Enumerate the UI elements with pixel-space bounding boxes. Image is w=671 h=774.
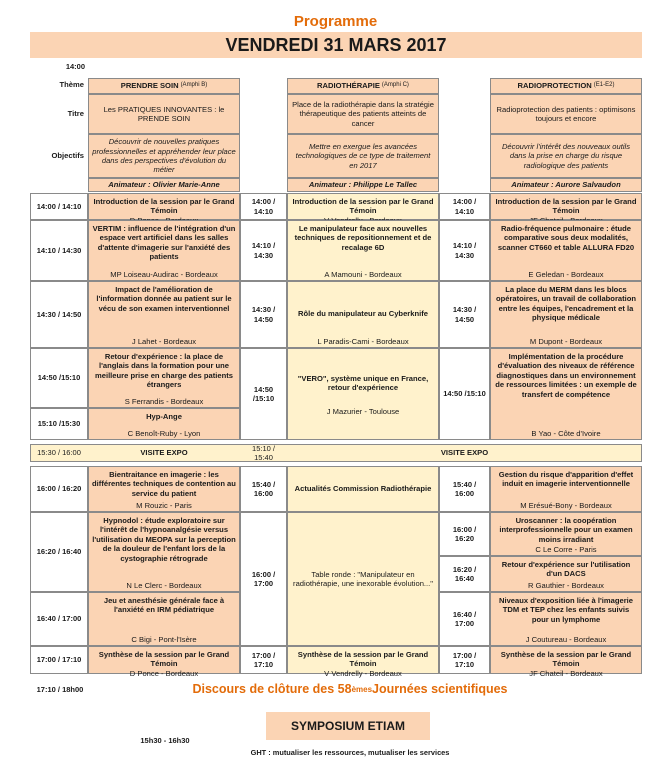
- session-time: 14:10 / 14:30: [30, 220, 88, 281]
- session-cell: [287, 348, 439, 440]
- break-time-1: 15:30 / 16:00: [37, 448, 81, 458]
- session-speaker: A Mamouni - Bordeaux: [324, 269, 402, 279]
- track-moderator: Animateur : Aurore Salvaudon: [490, 178, 642, 192]
- session-title: Implémentation de la procédure d'évaluation des niveaux de référence diagnostiques dans un environnement de ressources limitées : un exemple de transfert de compétence: [495, 352, 637, 399]
- session-speaker: C Benoît-Ruby - Lyon: [127, 428, 201, 438]
- session-title: Introduction de la session par le Grand Témoin: [93, 197, 235, 216]
- session-cell: [490, 646, 642, 678]
- session-title: Bientraitance en imagerie : les différentes techniques de contention au service du patient: [92, 470, 236, 498]
- track-title: Les PRATIQUES INNOVANTES : le PRENDE SOIN: [88, 94, 240, 134]
- session-cell: [88, 193, 240, 220]
- session-cell: Actualités Commission Radiothérapie: [287, 466, 439, 512]
- session-cell: [490, 466, 642, 512]
- session-title: Impact de l'amélioration de l'information donnée au patient sur le vécu de son examen interventionnel: [96, 285, 232, 313]
- session-time: 14:10 / 14:30: [439, 220, 490, 281]
- session-time: 14:50 /15:10: [30, 348, 88, 408]
- track-title: Radioprotection des patients : optimisons toujours et encore: [490, 94, 642, 134]
- session-title: Radio-fréquence pulmonaire : étude comparative sous deux modalités, scanner CT660 et table ALLURA FD20: [497, 224, 635, 252]
- session-title: Uroscanner : la coopération interprofessionnelle pour un examen moins irradiant: [499, 516, 633, 544]
- session-cell: [88, 408, 240, 440]
- session-time: 17:00 / 17:10: [30, 646, 88, 674]
- track-theme-radiotherapie: [287, 78, 439, 94]
- session-time: 14:50 /15:10: [439, 348, 490, 440]
- session-cell: [88, 646, 240, 678]
- session-title: La place du MERM dans les blocs opératoires, un travail de collaboration entre les équipes, l'encadrement et la physique médicale: [495, 285, 637, 323]
- session-time: 16:40 / 17:00: [30, 592, 88, 646]
- session-cell: [88, 220, 240, 281]
- session-title: Hypnodol : étude exploratoire sur l'intérêt de l'hypnoanalgésie versus l'utilisation du MEOPA sur la perception de la douleur de l'enfant lors de la cystographie rétrograde: [92, 516, 236, 563]
- session-cell: [287, 220, 439, 281]
- session-cell: [88, 592, 240, 646]
- session-cell: [287, 193, 439, 220]
- session-speaker: L Paradis-Cami - Bordeaux: [317, 336, 409, 346]
- session-time: 16:20 / 16:40: [30, 512, 88, 592]
- session-speaker: J Coutureau - Bordeaux: [525, 634, 607, 644]
- start-time: 14:00: [65, 62, 85, 72]
- session-speaker: E Geledan - Bordeaux: [528, 269, 604, 279]
- session-title: Gestion du risque d'apparition d'effet induit en imagerie interventionnelle: [498, 470, 634, 489]
- label-title: Titre: [67, 109, 84, 119]
- session-time: 15:10 /15:30: [30, 408, 88, 440]
- session-title: "VERO", système unique en France, retour d'expérience: [297, 373, 429, 393]
- session-title: Synthèse de la session par le Grand Témoin: [500, 650, 632, 669]
- break-time-2: 15:10 / 15:40: [252, 443, 275, 462]
- session-time: 14:00 / 14:10: [30, 193, 88, 220]
- session-time: 16:00 / 17:00: [240, 512, 287, 646]
- closing-text-end: Journées scientifiques: [372, 682, 508, 697]
- session-title: Synthèse de la session par le Grand Témoin: [297, 650, 429, 669]
- session-cell: [490, 193, 642, 220]
- label-theme: Thème: [59, 80, 84, 90]
- session-speaker: MP Loiseau-Audirac - Bordeaux: [110, 269, 218, 279]
- break-label-2: VISITE EXPO: [440, 448, 489, 458]
- closing-time: 17:10 / 18h00: [36, 685, 84, 695]
- session-time: 14:30 / 14:50: [30, 281, 88, 348]
- session-cell: [88, 281, 240, 348]
- session-speaker: R Gauthier - Bordeaux: [528, 580, 604, 590]
- session-title: Niveaux d'exposition liée à l'imagerie TDM et TEP chez les enfants suivis pour un lymphome: [498, 596, 634, 624]
- track-theme-name: PRENDRE SOIN: [120, 81, 179, 91]
- session-title: Retour d'expérience sur l'utilisation d'un DACS: [501, 560, 631, 579]
- session-cell: [287, 646, 439, 678]
- session-title: Retour d'expérience : la place de l'anglais dans la formation pour une meilleure prise en charge des patients étrangers: [94, 352, 233, 390]
- break-label-1: VISITE EXPO: [140, 448, 188, 458]
- symposium-time: 15h30 - 16h30: [140, 736, 190, 746]
- session-speaker: M Rouzic - Paris: [136, 500, 192, 510]
- session-cell: [287, 281, 439, 348]
- session-time: 14:10 / 14:30: [240, 220, 287, 281]
- session-cell: [88, 348, 240, 408]
- session-cell: [490, 512, 642, 556]
- session-cell: [490, 556, 642, 592]
- session-speaker: S Ferrandis - Bordeaux: [124, 396, 204, 406]
- session-speaker: V Vendrelly - Bordeaux: [324, 668, 402, 678]
- track-theme-name: RADIOPROTECTION: [517, 81, 592, 91]
- session-time: 14:30 / 14:50: [240, 281, 287, 348]
- closing-text: Discours de clôture des 58: [192, 682, 352, 697]
- session-speaker: JF Chateil - Bordeaux: [529, 668, 603, 678]
- track-theme-radioprotection: [490, 78, 642, 94]
- session-time: 14:30 / 14:50: [439, 281, 490, 348]
- session-speaker: M Erésué-Bony - Bordeaux: [520, 500, 612, 510]
- session-cell: Table ronde : "Manipulateur en radiothérapie, une inexorable évolution...": [287, 512, 439, 646]
- session-speaker: B Yao - Côte d'Ivoire: [531, 428, 601, 438]
- track-objectives: Mettre en exergue les avancées technologiques de ce type de traitement en 2017: [287, 134, 439, 178]
- symposium-title: SYMPOSIUM ETIAM: [266, 712, 430, 740]
- session-cell: [490, 348, 642, 440]
- session-cell: [490, 220, 642, 281]
- programme-title: Programme: [293, 13, 378, 30]
- session-time: 15:40 / 16:00: [439, 466, 490, 512]
- session-time: 17:00 / 17:10: [240, 646, 287, 674]
- session-speaker: N Le Clerc - Bordeaux: [126, 580, 202, 590]
- session-speaker: J Lahet - Bordeaux: [131, 336, 197, 346]
- session-title: Le manipulateur face aux nouvelles techniques de repositionnement et de recalage 6D: [294, 224, 432, 252]
- session-time: 16:40 / 17:00: [439, 592, 490, 646]
- session-time: 14:00 / 14:10: [240, 193, 287, 220]
- track-room: (Amphi C): [381, 82, 409, 89]
- track-room: (Amphi B): [180, 82, 208, 89]
- session-time: 16:00 / 16:20: [439, 512, 490, 556]
- session-time: 14:00 / 14:10: [439, 193, 490, 220]
- day-heading: VENDREDI 31 MARS 2017: [30, 32, 642, 58]
- session-cell: [490, 592, 642, 646]
- closing-sup: èmes: [351, 685, 373, 694]
- session-time: 14:50 /15:10: [240, 348, 287, 440]
- session-speaker: J Mazurier - Toulouse: [326, 406, 400, 416]
- symposium-subtitle: GHT : mutualiser les ressources, mutualiser les services: [250, 748, 450, 758]
- session-cell: [88, 512, 240, 592]
- session-title: Jeu et anesthésie générale face à l'anxiété en IRM pédiatrique: [103, 596, 225, 615]
- closing-speech: [170, 680, 530, 700]
- session-time: 15:40 / 16:00: [240, 466, 287, 512]
- track-room: (E1-E2): [593, 82, 615, 89]
- track-moderator: Animateur : Philippe Le Tallec: [287, 178, 439, 192]
- session-title: Introduction de la session par le Grand Témoin: [495, 197, 637, 216]
- session-speaker: C Le Corre - Paris: [535, 544, 597, 554]
- session-speaker: M Dupont - Bordeaux: [529, 336, 603, 346]
- session-time: 16:00 / 16:20: [30, 466, 88, 512]
- track-theme-name: RADIOTHÉRAPIE: [317, 81, 380, 91]
- session-speaker: C Bigi - Pont-l'Isère: [131, 634, 197, 644]
- track-objectives: Découvrir l'intérêt des nouveaux outils dans la prise en charge du risque radiologique des patients: [490, 134, 642, 178]
- session-cell: [490, 281, 642, 348]
- session-time: 16:20 / 16:40: [439, 556, 490, 592]
- session-title: Hyp-Ange: [146, 412, 182, 421]
- track-theme-prendre-soin: [88, 78, 240, 94]
- session-title: Introduction de la session par le Grand Témoin: [292, 197, 434, 216]
- session-time: 17:00 / 17:10: [439, 646, 490, 674]
- session-title: Synthèse de la session par le Grand Témoin: [98, 650, 230, 669]
- track-objectives: Découvrir de nouvelles pratiques professionnelles et appréhender leur place dans des perspectives d'évolution du métier: [88, 134, 240, 178]
- label-objectives: Objectifs: [51, 151, 84, 161]
- session-title: VERTIM : influence de l'intégration d'un espace vert artificiel dans les salles d'attente d'imagerie sur l'anxiété des patients: [92, 224, 236, 262]
- session-speaker: D Ponce - Bordeaux: [129, 668, 199, 678]
- session-cell: [88, 466, 240, 512]
- session-title: Rôle du manipulateur au Cyberknife: [298, 309, 428, 318]
- track-title: Place de la radiothérapie dans la stratégie thérapeutique des patients atteints de cancer: [287, 94, 439, 134]
- track-moderator: Animateur : Olivier Marie-Anne: [88, 178, 240, 192]
